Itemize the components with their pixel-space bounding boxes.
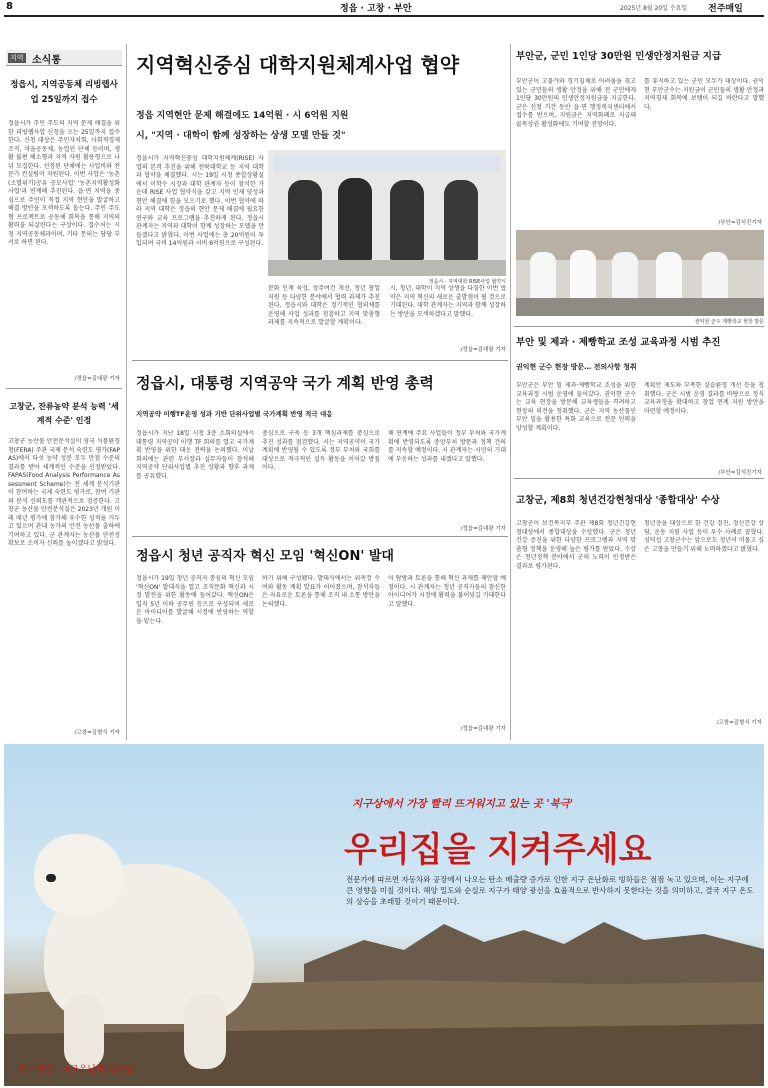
article1-col3: 시, 청년, 대학이 지역 상생을 다짐한 이번 협약은 지역 혁신의 새로운 출발점이 될 것으로 기대된다. 대학 관계자는 지역과 함께 성장하는 방안을 모색하겠다고 말했다. [390, 285, 506, 318]
article2-col2: 중심으로 구축 등 3개 핵심과제를 중심으로 추진 성과를 점검했다. 시는 지역공약이 국가계획에 반영될 수 있도록 정부 부처와 국회를 대상으로 적극적인 설득 활동을 이어갈 방침이다. [262, 430, 380, 471]
right2-col1: 부안군은 부안 밀 제과·제빵학교 조성을 위한 교육과정 시범 운영에 들어갔다. 권익현 군수는 교육 현장을 방문해 교육생들을 격려하고 현장의 의견을 청취했다. 군은 지역 농산물인 부안 밀을 활용한 특화 교육으로 전문 인력을 양성할 계획이다. [516, 382, 636, 432]
article2-col3: 해 연계에 주요 사업들이 정부 부처와 국가계획에 반영되도록 중앙부처 방문과 정책 건의를 지속할 예정이다. 시 관계자는 시민의 기대에 부응하는 성과를 내겠다고 말했다. [388, 430, 506, 463]
header-rule [4, 15, 764, 17]
right1-col1: 부안군이 고물가와 경기침체로 어려움을 겪고 있는 군민들의 생활 안정을 위해 전 군민에게 1인당 30만원의 민생안정지원금을 지급한다. 군은 신청 기간 동안 읍·면 행정복지센터에서 접수를 받으며, 지원금은 지역화폐로 지급돼 골목상권 활성화에도 기여할 전망이다. [516, 78, 636, 128]
sidebar-news1-body: 정읍시가 주민 주도의 지역 문제 해결을 위한 리빙랩사업 신청을 오는 25일까지 접수한다. 신청 대상은 주민자치회, 사회적경제 조직, 마을공동체, 농업인 단체 등이며, 생활 불편 해소형과 지역 자원 활용형으로 나눠 모집한다. 선정된 단체에는 사업비와 전문가 컨설팅이 지원된다. 이번 사업은 '농촌(소멸위기)공유 공모사업' '농촌지역활성화 사업'과 연계해 추진된다. 읍·면 지역을 중심으로 주민이 직접 지역 현안을 발굴하고 해결 방안을 모색하도록 돕는다. 주민 주도형 프로젝트로 공동체 회복을 통해 지역의 활력을 되살린다는 구상이다. 접수처는 시청 지역공동체과이며, 기타 문의는 담당 부서로 하면 된다. [8, 120, 120, 246]
article1-photo-caption: 정읍시 · 지역대학 RISE사업 협약식 [428, 279, 506, 285]
section-name: 정읍 · 고창 · 부안 [340, 4, 412, 14]
sidebar-news2-byline: /고창=김형식 기자 [74, 730, 120, 736]
article1-title: 지역혁신중심 대학지원체계사업 협약 [136, 53, 460, 77]
article2-col1: 정읍시가 지난 18일 시청 3층 소회의실에서 대통령 지역공약 이행 TF 회의를 열고 국가계획 반영을 위한 대응 전략을 논의했다. 이날 회의에는 관련 부서장과 실무자들이 참석해 지역공약 단위사업별 추진 상황과 향후 과제를 공유했다. [136, 430, 254, 480]
sidebar-news1-byline: /정읍=김대광 기자 [74, 376, 120, 382]
article1-subhead1: 정읍 지역현안 문제 해결에도 14억원 · 시 6억원 지원 [136, 111, 349, 121]
person-figure [444, 180, 478, 260]
counter [516, 298, 764, 316]
bear-nose [46, 874, 56, 882]
right1-col2: 를 유지하고 있는 군민 모두가 대상이다. 권익현 부안군수는 지원금이 군민들의 생활 안정과 지역경제 회복에 보탬이 되길 바란다고 말했다. [644, 78, 764, 111]
article1-photo [268, 150, 506, 276]
right3-col1: 고창군이 보건복지부 주관 제8회 청년건강현청대상에서 종합대상을 수상했다. 군은 청년 건강 증진을 위한 다양한 프로그램과 지역 맞춤형 정책을 운영해 높은 평가를 받았다. 수상은 청년정책 분야에서 군의 노력이 인정받은 결과로 평가된다. [516, 520, 636, 570]
right2-photo-caption: 권익현 군수 제빵학교 현장 방문 [694, 319, 764, 325]
sidebar-news2-body: 고창군 농산물 안전분석실이 영국 식품환경청(FERA) 주관 국제 분석 숙련도 평가(FAPAS)에서 다섯 농약 성분 모두 만점 수준의 결과를 받아 세계적인 수준을 인정받았다. FAPAS(Food Analysis Performance Assessment Scheme)는 전 세계 분석기관이 참여하는 국제 숙련도 평가로, 참여 기관의 분석 신뢰도를 객관적으로 검증한다. 고창군 농산물 안전분석실은 2023년 개원 이래 매년 평가에 참가해 우수한 성적을 거두고 있으며 관내 농가의 안전 농산물 출하에 기여하고 있다. 군 관계자는 농산물 안전성 확보로 소비자 신뢰를 높이겠다고 밝혔다. [8, 438, 120, 547]
ad-campaign [4, 744, 764, 1086]
article1-byline: /정읍=김대광 기자 [460, 347, 506, 353]
article2-title: 정읍시, 대통령 지역공약 국가 계획 반영 총력 [136, 374, 434, 392]
center-vertical-rule [510, 44, 511, 740]
right1-byline: /부안=김석진기자 [718, 220, 762, 226]
article2-byline: /정읍=김대광 기자 [460, 526, 506, 532]
sidebar-label-title: 소식통 [32, 55, 61, 66]
article3-byline: /정읍=김대광 기자 [460, 726, 506, 732]
article1-col2: 문화 인재 육성, 정주여건 개선, 청년 창업 지원 등 다양한 분야에서 협력 과제가 추진된다. 정읍시와 대학은 정기적인 협의체를 운영해 사업 성과를 점검하고 지역 맞춤형 과제를 지속적으로 발굴할 계획이다. [268, 285, 380, 326]
article1-subhead2: 시, "지역 · 대학이 함께 성장하는 상생 모델 만들 것" [136, 131, 346, 141]
sidebar-divider [6, 388, 122, 389]
page-number: 8 [6, 1, 13, 12]
right1-rule [514, 326, 764, 327]
polar-bear-illustration [24, 804, 274, 1074]
right3-byline: /고창=김형식 기자 [716, 720, 762, 726]
sidebar-label-region: 지역 [10, 54, 24, 62]
article1-col1: 정읍시가 지역혁신중심 대학지원체계(RISE) 사업의 본격 추진을 위해 전북대학교 등 지역 대학과 협약을 체결했다. 시는 19일 시청 종합상황실에서 이학수 시장과 대학 관계자 등이 참석한 가운데 RISE 사업 협약식을 갖고 지역 인재 양성과 현안 해결에 힘을 모으기로 했다. 이번 협약에 따라 지역 대학은 정읍의 현안 문제 해결에 필요한 연구와 교육 프로그램을 추진하게 된다. 정읍시 관계자는 지역과 대학이 함께 성장하는 모델을 만들겠다고 밝혔다. 이번 사업에는 총 20억원이 투입되며 국비 14억원과 시비 6억원으로 구성된다. [136, 155, 264, 247]
paper-name: 전주매일 [708, 4, 743, 14]
ad-headline: 우리집을 지켜주세요 [344, 830, 652, 870]
issue-date: 2025년 8월 20일 수요일 [620, 5, 688, 12]
article3-col1: 정읍시가 19일 청년 공직자 중심의 혁신 모임 '혁신ON' 발대식을 열고 조직문화 혁신과 시정 발전을 위한 활동에 들어갔다. 혁신ON은 입직 5년 이하 공무원 등으로 구성되며 새로운 아이디어를 발굴해 시정에 반영하는 역할을 맡는다. [136, 575, 254, 625]
sidebar-news2-title: 고창군, 잔류농약 분석 능력 '세계적 수준' 인정 [9, 402, 119, 425]
article3-col3: 이 탐방과 토론을 통해 혁신 과제를 제안할 예정이다. 시 관계자는 청년 공직자들의 참신한 아이디어가 시정에 활력을 불어넣길 기대한다고 말했다. [388, 575, 506, 608]
right2-title: 부안 및 제과 · 제빵학교 조성 교육과정 시범 추진 [516, 337, 721, 348]
person-figure [288, 180, 322, 260]
sidebar-news1-title: 정읍시, 지역공동체 리빙랩사업 25일까지 접수 [10, 80, 118, 105]
article1-rule [132, 360, 508, 361]
right2-photo [516, 230, 764, 316]
article3-title: 정읍시 청년 공직자 혁신 모임 '혁신ON' 발대 [136, 549, 394, 564]
ad-footer: 전주매일 · 지구온난화 캠페인 [18, 1065, 134, 1075]
person-figure [390, 180, 424, 260]
bear-leg [184, 994, 226, 1069]
ad-body: 전문가에 따르면 자동차와 공장에서 나오는 탄소 배출량 증가로 인한 지구 온난화로 빙하들은 점점 녹고 있으며, 이는 지구에 큰 영향을 미칠 것이다. 해양 밀도와 순실로 지구가 태양 광선을 효율적으로 반사하지 못한다는 것을 의미하고, 결국 지구 온도의 상승을 초래할 것이기 때문이다. [346, 875, 754, 906]
sidebar-vertical-rule [126, 44, 127, 740]
ad-kicker: 지구상에서 가장 빨리 뜨거워지고 있는 곳 '북극' [352, 798, 574, 810]
page-header [0, 0, 768, 14]
right2-byline: /부안=김석진기자 [718, 470, 762, 476]
bear-leg [64, 994, 104, 1069]
person-figure [338, 178, 372, 260]
banner-backdrop [274, 156, 500, 172]
table-strip [268, 260, 506, 276]
right3-col2: 청년층을 대상으로 한 건강 검진, 정신건강 상담, 운동 지원 사업 등이 우수 사례로 꼽혔다. 심덕섭 고창군수는 앞으로도 청년이 머물고 싶은 고창을 만들기 위해 노력하겠다고 밝혔다. [644, 520, 764, 553]
right2-col2: 계획안 제도와 부족한 실습환경 개선 등을 청취했다. 군은 시범 운영 결과를 바탕으로 정식 교육과정을 확대하고 창업 연계 지원 방안을 마련할 예정이다. [644, 382, 764, 415]
article2-subhead: 지역공약 이행TF운영 성과 기반 단위사업별 국가계획 반영 적극 대응 [136, 410, 333, 418]
right2-rule [514, 478, 764, 479]
article2-rule [132, 536, 508, 537]
article3-col2: 하기 위해 구성됐다. 발대식에서는 위촉장 수여와 활동 계획 발표가 이어졌으며, 참석자들은 자유로운 토론을 통해 조직 내 소통 방안을 논의했다. [262, 575, 380, 608]
right3-title: 고창군, 제8회 청년건강현청대상 '종합대상' 수상 [516, 495, 720, 506]
right2-subhead: 권익현 군수 현장 방문… 전의사항 청취 [516, 363, 637, 371]
right1-title: 부안군, 군민 1인당 30만원 민생안정지원금 지급 [516, 51, 722, 62]
sidebar-label [6, 50, 122, 66]
